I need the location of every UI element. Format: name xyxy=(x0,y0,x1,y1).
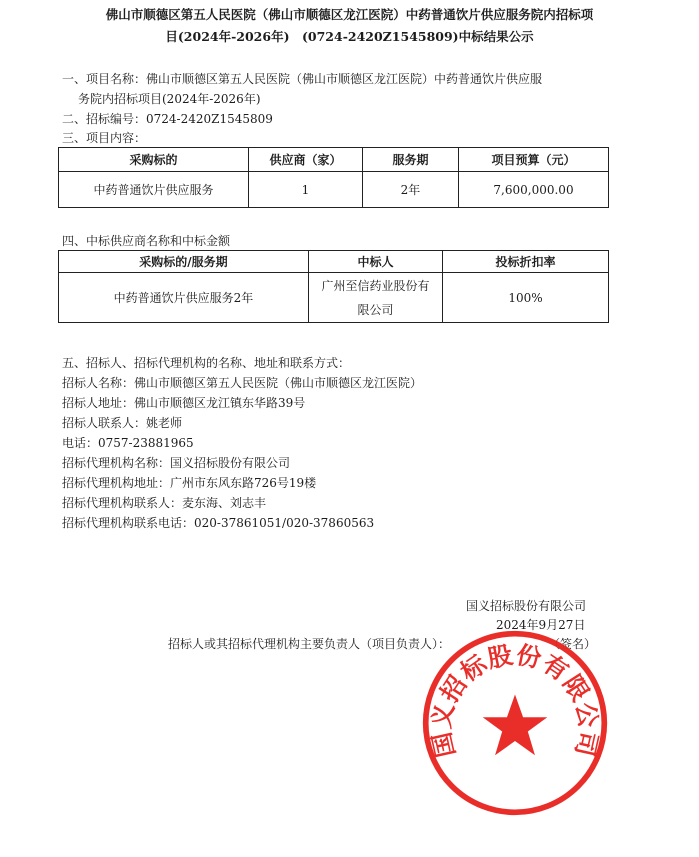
table2-cell: 广州至信药业股份有限公司 xyxy=(309,273,443,323)
contact-heading: 五、招标人、招标代理机构的名称、地址和联系方式： xyxy=(62,356,351,370)
project-content-table xyxy=(58,147,609,208)
winner-table xyxy=(58,250,609,323)
project-name-line-1: 一、项目名称：佛山市顺德区第五人民医院（佛山市顺德区龙江医院）中药普通饮片供应服 xyxy=(62,72,543,86)
contact-line: 招标代理机构联系电话：020-37861051/020-37860563 xyxy=(62,516,375,530)
title-line-1: 佛山市顺德区第五人民医院（佛山市顺德区龙江医院）中药普通饮片供应服务院内招标项 xyxy=(105,7,594,22)
contact-line: 招标代理机构地址：广州市东风东路726号19楼 xyxy=(62,476,317,490)
company-seal xyxy=(420,628,610,818)
contact-line: 招标人名称：佛山市顺德区第五人民医院（佛山市顺德区龙江医院） xyxy=(62,376,423,390)
signature-date: 2024年9月27日 xyxy=(496,618,586,632)
table1-cell: 2年 xyxy=(363,172,459,208)
signature-sign-note: （签名） xyxy=(548,637,597,651)
table2-header-cell: 采购标的/服务期 xyxy=(59,251,309,273)
bid-number: 二、招标编号：0724-2420Z1545809 xyxy=(62,112,273,126)
project-name-line-2: 务院内招标项目(2024年-2026年) xyxy=(78,92,261,106)
title-line-2: 目(2024年-2026年) (0724-2420Z1545809)中标结果公示 xyxy=(165,29,534,44)
contact-line: 招标代理机构名称：国义招标股份有限公司 xyxy=(62,456,291,470)
table1-cell: 中药普通饮片供应服务 xyxy=(59,172,249,208)
seal-star-icon xyxy=(483,695,548,756)
contact-line: 电话：0757-23881965 xyxy=(62,436,194,450)
table1-cell: 7,600,000.00 xyxy=(459,172,609,208)
contact-line: 招标人联系人：姚老师 xyxy=(62,416,183,430)
svg-text:国义招标股份有限公司: 国义招标股份有限公司 xyxy=(426,639,604,760)
contact-line: 招标人地址：佛山市顺德区龙江镇东华路39号 xyxy=(62,396,306,410)
winner-heading: 四、中标供应商名称和中标金额 xyxy=(62,234,231,248)
signature-responsible-label: 招标人或其招标代理机构主要负责人（项目负责人）： xyxy=(168,637,451,651)
page-title xyxy=(0,4,699,48)
table1-header-cell: 采购标的 xyxy=(59,148,249,172)
signature-company: 国义招标股份有限公司 xyxy=(466,599,587,613)
table1-header-cell: 项目预算（元） xyxy=(459,148,609,172)
table2-cell: 100% xyxy=(443,273,609,323)
contact-line: 招标代理机构联系人：麦东海、刘志丰 xyxy=(62,496,267,510)
table1-header-cell: 服务期 xyxy=(363,148,459,172)
project-content-heading: 三、项目内容： xyxy=(62,131,147,145)
table2-cell: 中药普通饮片供应服务2年 xyxy=(59,273,309,323)
table1-cell: 1 xyxy=(249,172,363,208)
table2-header-cell: 中标人 xyxy=(309,251,443,273)
table1-header-cell: 供应商（家） xyxy=(249,148,363,172)
table2-header-cell: 投标折扣率 xyxy=(443,251,609,273)
